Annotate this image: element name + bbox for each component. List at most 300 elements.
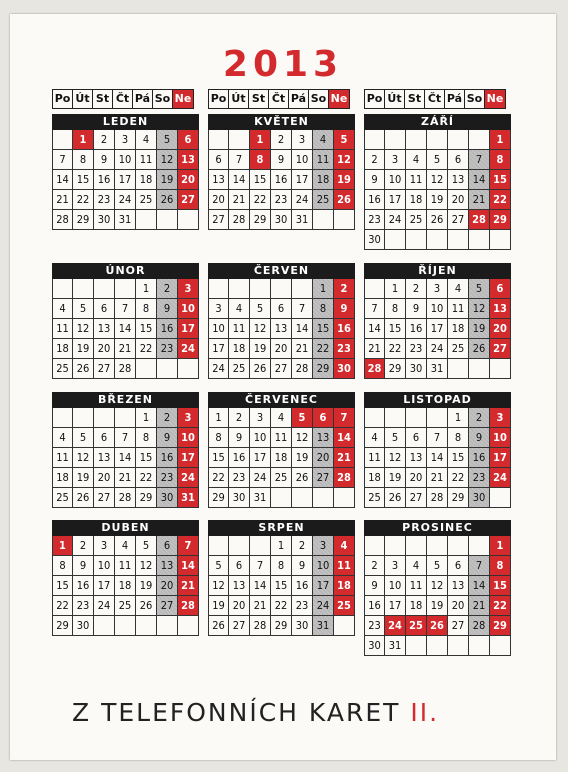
day-cell: 1 [136,279,157,299]
month-grid [208,130,355,230]
day-cell: 17 [178,319,199,339]
day-cell: 28 [292,359,313,379]
day-cell: 23 [406,339,427,359]
day-cell: 18 [136,170,157,190]
day-cell: 24 [313,596,334,616]
day-cell: 31 [115,210,136,230]
day-cell: 27 [448,210,469,230]
day-cell: 30 [271,210,292,230]
day-cell: 14 [427,448,448,468]
day-cell: 31 [313,616,334,636]
day-cell: 20 [178,170,199,190]
empty-cell [469,359,490,379]
day-cell: 18 [448,319,469,339]
weekday-label: Ne [173,90,193,108]
empty-cell [52,130,73,150]
day-cell: 28 [178,596,199,616]
day-cell: 24 [178,339,199,359]
month-grid [208,536,355,636]
day-cell: 7 [229,150,250,170]
weekday-label: Po [53,90,73,108]
day-cell: 12 [334,150,355,170]
empty-cell [136,359,157,379]
day-cell: 21 [364,339,385,359]
day-cell: 20 [406,468,427,488]
day-cell: 9 [469,428,490,448]
day-cell: 28 [469,616,490,636]
day-cell: 3 [250,408,271,428]
day-cell: 1 [208,408,229,428]
day-cell: 9 [334,299,355,319]
day-cell: 18 [229,339,250,359]
day-cell: 26 [292,468,313,488]
empty-cell [385,230,406,250]
month-block [52,263,199,379]
day-cell: 12 [292,428,313,448]
day-cell: 13 [406,448,427,468]
day-cell: 29 [490,210,511,230]
day-cell: 27 [490,339,511,359]
day-cell: 23 [157,339,178,359]
weekday-label: Pá [445,90,465,108]
day-cell: 4 [52,428,73,448]
day-cell: 8 [73,150,94,170]
day-cell: 19 [292,448,313,468]
day-cell: 30 [229,488,250,508]
day-cell: 7 [334,408,355,428]
month-name: KVĚTEN [208,114,355,130]
empty-cell [427,230,448,250]
day-cell: 22 [52,596,73,616]
day-cell: 8 [490,150,511,170]
day-cell: 10 [208,319,229,339]
day-cell: 3 [94,536,115,556]
day-cell: 30 [406,359,427,379]
day-cell: 14 [469,576,490,596]
day-cell: 9 [94,150,115,170]
day-cell: 2 [364,556,385,576]
day-cell: 16 [469,448,490,468]
day-cell: 2 [334,279,355,299]
day-cell: 31 [178,488,199,508]
month-name: LEDEN [52,114,199,130]
day-cell: 2 [271,130,292,150]
day-cell: 27 [448,616,469,636]
day-cell: 4 [448,279,469,299]
day-cell: 21 [250,596,271,616]
day-cell: 11 [52,319,73,339]
day-cell: 11 [313,150,334,170]
day-cell: 18 [406,596,427,616]
month-block [52,520,199,636]
day-cell: 20 [271,339,292,359]
day-cell: 17 [313,576,334,596]
day-cell: 2 [94,130,115,150]
day-cell: 13 [313,428,334,448]
day-cell: 22 [250,190,271,210]
day-cell: 11 [52,448,73,468]
day-cell: 8 [448,428,469,448]
day-cell: 7 [115,428,136,448]
day-cell: 26 [469,339,490,359]
day-cell: 5 [73,428,94,448]
day-cell: 13 [94,319,115,339]
empty-cell [208,536,229,556]
day-cell: 20 [94,468,115,488]
weekday-label: St [249,90,269,108]
day-cell: 8 [136,299,157,319]
day-cell: 30 [469,488,490,508]
day-cell: 26 [136,596,157,616]
day-cell: 9 [157,428,178,448]
day-cell: 23 [94,190,115,210]
day-cell: 20 [208,190,229,210]
empty-cell [52,408,73,428]
day-cell: 15 [136,319,157,339]
empty-cell [94,408,115,428]
day-cell: 19 [385,468,406,488]
day-cell: 13 [490,299,511,319]
weekday-label: So [465,90,485,108]
day-cell: 23 [469,468,490,488]
day-cell: 10 [178,299,199,319]
day-cell: 14 [292,319,313,339]
day-cell: 8 [208,428,229,448]
day-cell: 31 [427,359,448,379]
day-cell: 2 [292,536,313,556]
day-cell: 5 [334,130,355,150]
day-cell: 17 [427,319,448,339]
day-cell: 28 [52,210,73,230]
footer-number: II. [410,698,440,727]
empty-cell [427,408,448,428]
day-cell: 4 [406,556,427,576]
month-block [208,520,355,636]
day-cell: 21 [52,190,73,210]
empty-cell [469,230,490,250]
day-cell: 25 [52,359,73,379]
day-cell: 24 [178,468,199,488]
empty-cell [178,210,199,230]
day-cell: 22 [490,190,511,210]
empty-cell [115,616,136,636]
day-cell: 9 [157,299,178,319]
day-cell: 12 [208,576,229,596]
empty-cell [364,279,385,299]
day-cell: 4 [52,299,73,319]
day-cell: 29 [52,616,73,636]
day-cell: 15 [490,576,511,596]
month-grid [208,408,355,508]
day-cell: 21 [469,596,490,616]
day-cell: 15 [73,170,94,190]
day-cell: 2 [73,536,94,556]
day-cell: 14 [115,319,136,339]
empty-cell [136,210,157,230]
day-cell: 24 [292,190,313,210]
empty-cell [208,279,229,299]
day-cell: 6 [406,428,427,448]
day-cell: 24 [385,616,406,636]
day-cell: 20 [157,576,178,596]
day-cell: 14 [334,428,355,448]
empty-cell [427,536,448,556]
day-cell: 4 [115,536,136,556]
day-cell: 8 [313,299,334,319]
month-block [52,114,199,230]
day-cell: 28 [469,210,490,230]
day-cell: 22 [271,596,292,616]
day-cell: 19 [427,190,448,210]
day-cell: 16 [292,576,313,596]
day-cell: 22 [490,596,511,616]
day-cell: 1 [385,279,406,299]
day-cell: 26 [427,616,448,636]
day-cell: 5 [157,130,178,150]
day-cell: 22 [385,339,406,359]
empty-cell [229,536,250,556]
day-cell: 31 [250,488,271,508]
day-cell: 4 [364,428,385,448]
day-cell: 6 [94,299,115,319]
day-cell: 6 [94,428,115,448]
day-cell: 23 [73,596,94,616]
calendar-year: 2013 [222,44,344,85]
empty-cell [406,536,427,556]
day-cell: 11 [271,428,292,448]
day-cell: 9 [406,299,427,319]
day-cell: 14 [250,576,271,596]
day-cell: 1 [52,536,73,556]
day-cell: 3 [490,408,511,428]
empty-cell [313,488,334,508]
day-cell: 23 [157,468,178,488]
empty-cell [406,636,427,656]
day-cell: 6 [208,150,229,170]
day-cell: 13 [229,576,250,596]
day-cell: 30 [292,616,313,636]
day-cell: 27 [406,488,427,508]
day-cell: 6 [313,408,334,428]
day-cell: 30 [94,210,115,230]
empty-cell [448,230,469,250]
empty-cell [73,279,94,299]
day-cell: 16 [94,170,115,190]
day-cell: 18 [52,339,73,359]
day-cell: 18 [364,468,385,488]
empty-cell [313,210,334,230]
day-cell: 25 [136,190,157,210]
day-cell: 15 [136,448,157,468]
day-cell: 8 [136,428,157,448]
day-cell: 1 [313,279,334,299]
day-cell: 30 [364,636,385,656]
day-cell: 17 [178,448,199,468]
day-cell: 16 [364,596,385,616]
day-cell: 19 [73,468,94,488]
day-cell: 25 [448,339,469,359]
day-cell: 22 [73,190,94,210]
day-cell: 24 [208,359,229,379]
day-cell: 8 [271,556,292,576]
day-cell: 24 [94,596,115,616]
weekday-label: Čt [113,90,133,108]
day-cell: 10 [94,556,115,576]
empty-cell [385,130,406,150]
empty-cell [427,130,448,150]
empty-cell [448,536,469,556]
day-cell: 6 [271,299,292,319]
day-cell: 27 [94,488,115,508]
day-cell: 28 [115,359,136,379]
empty-cell [364,536,385,556]
empty-cell [490,230,511,250]
day-cell: 18 [271,448,292,468]
month-name: BŘEZEN [52,392,199,408]
card-footer [72,698,439,727]
day-cell: 25 [313,190,334,210]
day-cell: 11 [364,448,385,468]
day-cell: 15 [208,448,229,468]
day-cell: 21 [115,339,136,359]
empty-cell [406,130,427,150]
day-cell: 28 [229,210,250,230]
day-cell: 10 [178,428,199,448]
day-cell: 20 [490,319,511,339]
month-block [208,392,355,508]
empty-cell [364,408,385,428]
weekday-label: Pá [289,90,309,108]
day-cell: 20 [313,448,334,468]
day-cell: 16 [229,448,250,468]
day-cell: 28 [334,468,355,488]
day-cell: 3 [385,556,406,576]
day-cell: 1 [136,408,157,428]
day-cell: 3 [313,536,334,556]
weekday-label: Út [229,90,249,108]
day-cell: 4 [136,130,157,150]
day-cell: 29 [208,488,229,508]
empty-cell [334,210,355,230]
weekday-label: Po [209,90,229,108]
calendar-card [10,14,556,760]
day-cell: 3 [292,130,313,150]
month-name: ČERVEN [208,263,355,279]
day-cell: 5 [427,150,448,170]
day-cell: 23 [364,210,385,230]
month-grid [208,279,355,379]
day-cell: 25 [52,488,73,508]
footer-text: Z TELEFONNÍCH KARET [72,698,401,727]
day-cell: 14 [364,319,385,339]
empty-cell [250,279,271,299]
day-cell: 5 [73,299,94,319]
day-cell: 2 [229,408,250,428]
empty-cell [448,359,469,379]
day-cell: 22 [208,468,229,488]
month-name: SRPEN [208,520,355,536]
empty-cell [385,536,406,556]
day-cell: 12 [469,299,490,319]
day-cell: 23 [292,596,313,616]
weekday-label: So [153,90,173,108]
weekday-label: Čt [269,90,289,108]
empty-cell [406,408,427,428]
weekday-label: St [93,90,113,108]
day-cell: 28 [250,616,271,636]
day-cell: 27 [313,468,334,488]
day-cell: 24 [427,339,448,359]
day-cell: 26 [427,210,448,230]
day-cell: 20 [229,596,250,616]
day-cell: 6 [229,556,250,576]
day-cell: 7 [115,299,136,319]
day-cell: 18 [115,576,136,596]
day-cell: 10 [250,428,271,448]
day-cell: 9 [292,556,313,576]
day-cell: 15 [385,319,406,339]
day-cell: 5 [292,408,313,428]
day-cell: 17 [385,596,406,616]
day-cell: 17 [385,190,406,210]
empty-cell [469,636,490,656]
day-cell: 24 [490,468,511,488]
day-cell: 28 [427,488,448,508]
day-cell: 11 [406,170,427,190]
day-cell: 7 [364,299,385,319]
day-cell: 12 [73,448,94,468]
empty-cell [229,130,250,150]
day-cell: 29 [73,210,94,230]
weekday-label: Út [73,90,93,108]
day-cell: 15 [313,319,334,339]
day-cell: 22 [313,339,334,359]
empty-cell [157,359,178,379]
day-cell: 25 [364,488,385,508]
day-cell: 13 [208,170,229,190]
day-cell: 4 [406,150,427,170]
day-cell: 6 [490,279,511,299]
day-cell: 4 [334,536,355,556]
day-cell: 17 [208,339,229,359]
empty-cell [427,636,448,656]
day-cell: 21 [115,468,136,488]
month-block [364,520,511,656]
day-cell: 2 [157,408,178,428]
day-cell: 19 [469,319,490,339]
day-cell: 27 [271,359,292,379]
day-cell: 13 [157,556,178,576]
day-cell: 15 [448,448,469,468]
day-cell: 21 [229,190,250,210]
empty-cell [250,536,271,556]
day-cell: 16 [157,448,178,468]
day-cell: 2 [364,150,385,170]
weekday-label: So [309,90,329,108]
day-cell: 19 [208,596,229,616]
month-name: PROSINEC [364,520,511,536]
empty-cell [115,408,136,428]
month-grid [52,279,199,379]
day-cell: 7 [427,428,448,448]
month-name: ČERVENEC [208,392,355,408]
day-cell: 13 [94,448,115,468]
day-cell: 25 [406,210,427,230]
empty-cell [448,636,469,656]
day-cell: 13 [178,150,199,170]
day-cell: 15 [490,170,511,190]
day-cell: 2 [469,408,490,428]
